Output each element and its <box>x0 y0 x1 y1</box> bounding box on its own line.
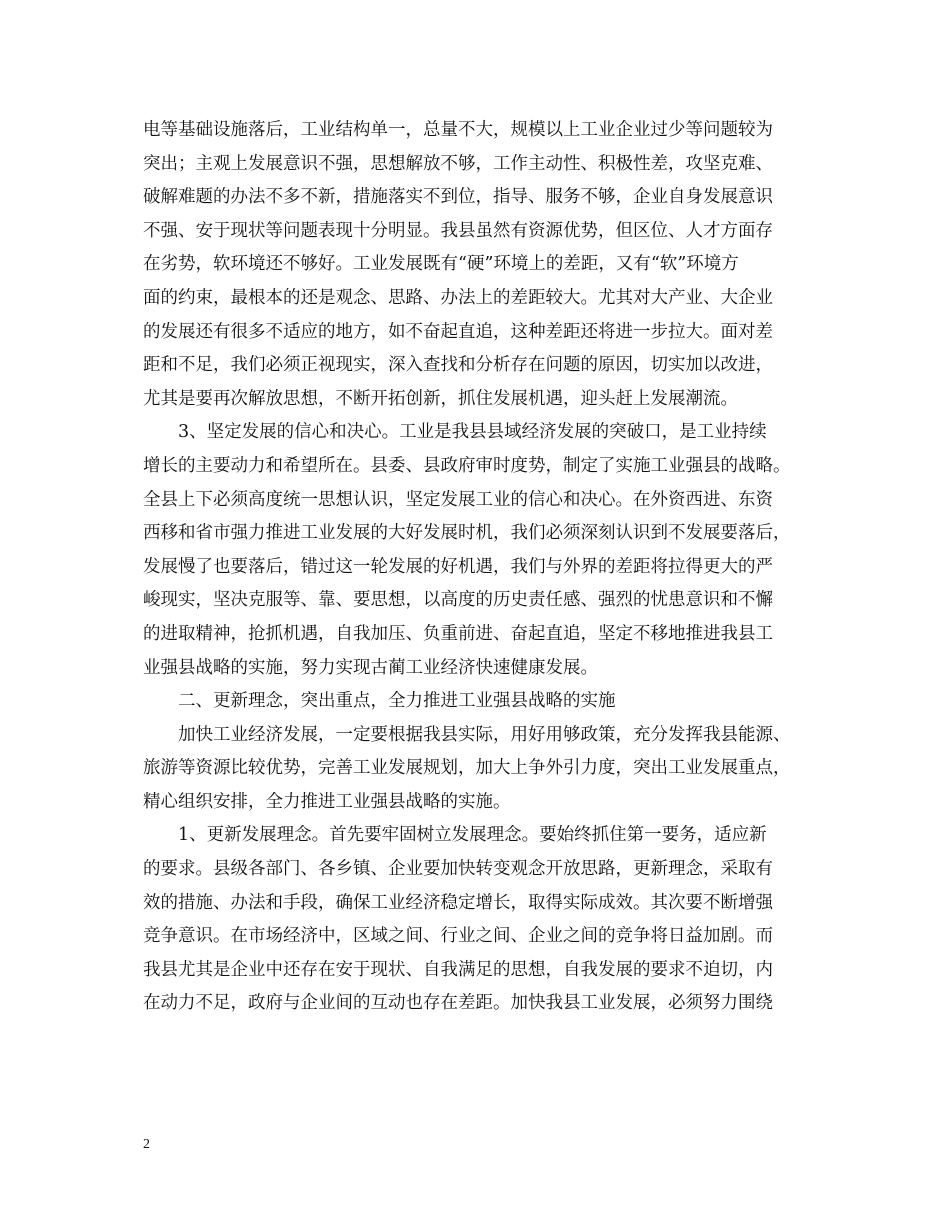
text-line: 破解难题的办法不多不新，措施落实不到位，指导、服务不够，企业自身发展意识 <box>143 187 773 208</box>
text-line: 全县上下必须高度统一思想认识，坚定发展工业的信心和决心。在外资西进、东资 <box>143 489 773 510</box>
text-line: 业强县战略的实施，努力实现古蔺工业经济快速健康发展。 <box>143 657 598 678</box>
text-line: 加快工业经济发展，一定要根据我县实际，用好用够政策，充分发挥我县能源、 <box>143 724 791 745</box>
text-line: 峻现实，坚决克服等、靠、要思想，以高度的历史责任感、强烈的忧患意识和不懈 <box>143 590 773 611</box>
text-line: 3、坚定发展的信心和决心。工业是我县县域经济发展的突破口，是工业持续 <box>143 422 767 443</box>
text-line: 面的约束，最根本的还是观念、思路、办法上的差距较大。尤其对大产业、大企业 <box>143 287 773 308</box>
text-line: 距和不足，我们必须正视现实，深入查找和分析存在问题的原因，切实加以改进， <box>143 355 773 376</box>
text-line: 西移和省市强力推进工业发展的大好发展时机，我们必须深刻认识到不发展要落后， <box>143 523 791 544</box>
text-line: 不强、安于现状等问题表现十分明显。我县虽然有资源优势，但区位、人才方面存 <box>143 220 773 241</box>
text-line: 竞争意识。在市场经济中，区域之间、行业之间、企业之间的竞争将日益加剧。而 <box>143 926 773 947</box>
text-line: 突出；主观上发展意识不强，思想解放不够，工作主动性、积极性差，攻坚克难、 <box>143 153 773 174</box>
text-line: 1、更新发展理念。首先要牢固树立发展理念。要始终抓住第一要务，适应新 <box>143 825 767 846</box>
text-line: 旅游等资源比较优势，完善工业发展规划，加大上争外引力度，突出工业发展重点， <box>143 758 791 779</box>
text-line: 电等基础设施落后，工业结构单一，总量不大，规模以上工业企业过少等问题较为 <box>143 120 773 140</box>
text-line: 我县尤其是企业中还存在安于现状、自我满足的思想，自我发展的要求不迫切，内 <box>143 959 773 980</box>
text-line: 增长的主要动力和希望所在。县委、县政府审时度势，制定了实施工业强县的战略。 <box>143 455 791 476</box>
document-body <box>143 114 809 1021</box>
text-line: 的发展还有很多不适应的地方，如不奋起直追，这种差距还将进一步拉大。面对差 <box>143 321 773 342</box>
text-line: 精心组织安排，全力推进工业强县战略的实施。 <box>143 791 511 812</box>
text-line: 的进取精神，抢抓机遇，自我加压、负重前进、奋起直追，坚定不移地推进我县工 <box>143 623 773 644</box>
text-line: 在动力不足，政府与企业间的互动也存在差距。加快我县工业发展，必须努力围绕 <box>143 993 773 1014</box>
text-line: 发展慢了也要落后，错过这一轮发展的好机遇，我们与外界的差距将拉得更大的严 <box>143 556 773 577</box>
section-heading: 二、更新理念，突出重点，全力推进工业强县战略的实施 <box>143 691 616 712</box>
page-number: 2 <box>143 1137 150 1152</box>
text-line: 尤其是要再次解放思想，不断开拓创新，抓住发展机遇，迎头赶上发展潮流。 <box>143 388 738 409</box>
text-line: 的要求。县级各部门、各乡镇、企业要加快转变观念开放思路，更新理念，采取有 <box>143 859 773 880</box>
text-line: 效的措施、办法和手段，确保工业经济稳定增长，取得实际成效。其次要不断增强 <box>143 892 773 913</box>
text-line: 在劣势，软环境还不够好。工业发展既有“硬”环境上的差距，又有“软”环境方 <box>143 254 739 275</box>
